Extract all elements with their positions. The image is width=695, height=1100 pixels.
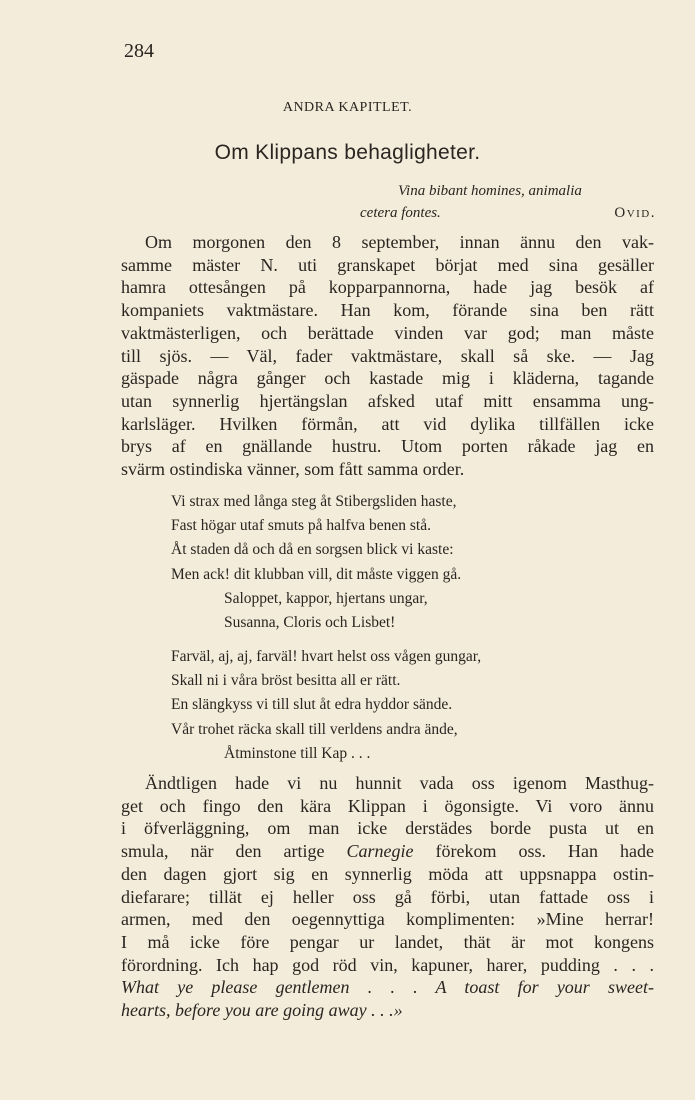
epigraph-author: Ovid. [614,205,656,221]
text-line: armen, med den oegennyttiga komplimenten: »Mine herrar! [121,909,654,930]
text-line: get och fingo den kära Klippan i ögonsigte. Vi voro ännu [121,795,654,816]
text-line: vaktmästerligen, och berättade vinden var god; man måste [121,322,654,343]
verse-line: Saloppet, kappor, hjertans ungar, [224,589,428,607]
poem-stanza-1 [171,490,461,635]
verse-line: Åt staden då och då en sorgsen blick vi kaste: [171,541,454,559]
text-line [121,840,654,863]
text-line: diefarare; tillät ej heller oss gå förbi, utan fattade oss i [121,886,654,907]
verse-line: Åtminstone till Kap . . . [224,744,371,762]
text-line: hamra ottesången på kopparpannorna, hade jag besök af [121,277,654,298]
chapter-heading: ANDRA KAPITLET. [282,100,413,115]
poem-stanza-2 [171,645,481,766]
person-name: Carnegie [346,841,414,862]
text-line: brys af en gnällande hustru. Utom porten råkade jag en [121,436,654,457]
text-line-english: hearts, before you are going away . . .» [121,1000,403,1021]
text-line: utan synnerlig hjertängslan afsked utaf mitt ensamma ung- [121,390,654,411]
text-line: I må icke före pengar ur landet, thät är mot kongens [121,931,654,952]
verse-line: Skall ni i våra bröst besitta all er rätt. [171,672,401,690]
verse-line: En slängkyss vi till slut åt edra hyddor sände. [171,696,453,714]
verse-line: Vi strax med långa steg åt Stibergsliden haste, [171,493,457,510]
text-line: gäspade några gånger och kastade mig i kläderna, tagande [121,368,654,389]
text-line: karlsläger. Hvilken förmån, att vid dylika tillfällen icke [121,413,654,434]
epigraph-line: cetera fontes. [360,205,441,221]
epigraph [360,180,656,224]
verse-line: Vår trohet räcka skall till verldens andra ände, [171,720,458,738]
verse-line: Fast högar utaf smuts på halfva benen stå. [171,517,431,535]
text-line: förordning. Ich hap god röd vin, kapuner, harer, pudding . . . [121,954,654,975]
text-line: svärm ostindiska vänner, som fått samma order. [121,459,465,480]
text-line: i öfverläggning, om man icke derstädes borde pusta ut en [121,818,654,839]
text-line: kompaniets vaktmästare. Han kom, förande sina ben rätt [121,300,654,321]
paragraph-2 [121,772,654,1022]
verse-line: Farväl, aj, aj, farväl! hvart helst oss vågen gungar, [171,648,482,665]
text-line: samme mäster N. uti granskapet börjat med sina gesäller [121,254,654,275]
epigraph-line: Vina bibant homines, animalia [398,183,582,199]
text-line: den dagen gjort sig en synnerlig möda att uppsnappa ostin- [121,863,654,884]
text-line: Ändtligen hade vi nu hunnit vada oss igenom Masthug- [145,773,654,793]
text-segment: förekom oss. Han hade [413,841,654,862]
text-line: till sjös. — Väl, fader vaktmästare, skall så ske. — Jag [121,345,654,366]
text-line: Om morgonen den 8 september, innan ännu den vak- [145,232,654,252]
verse-line: Men ack! dit klubban vill, dit måste viggen gå. [171,565,462,583]
paragraph-1 [121,231,654,481]
verse-line: Susanna, Cloris och Lisbet! [224,614,396,632]
text-segment: smula, när den artige [121,841,347,862]
text-line-english: What ye please gentlemen . . . A toast for your sweet- [121,977,654,998]
chapter-title: Om Klippans behagligheter. [214,141,481,164]
page-number: 284 [124,40,154,62]
